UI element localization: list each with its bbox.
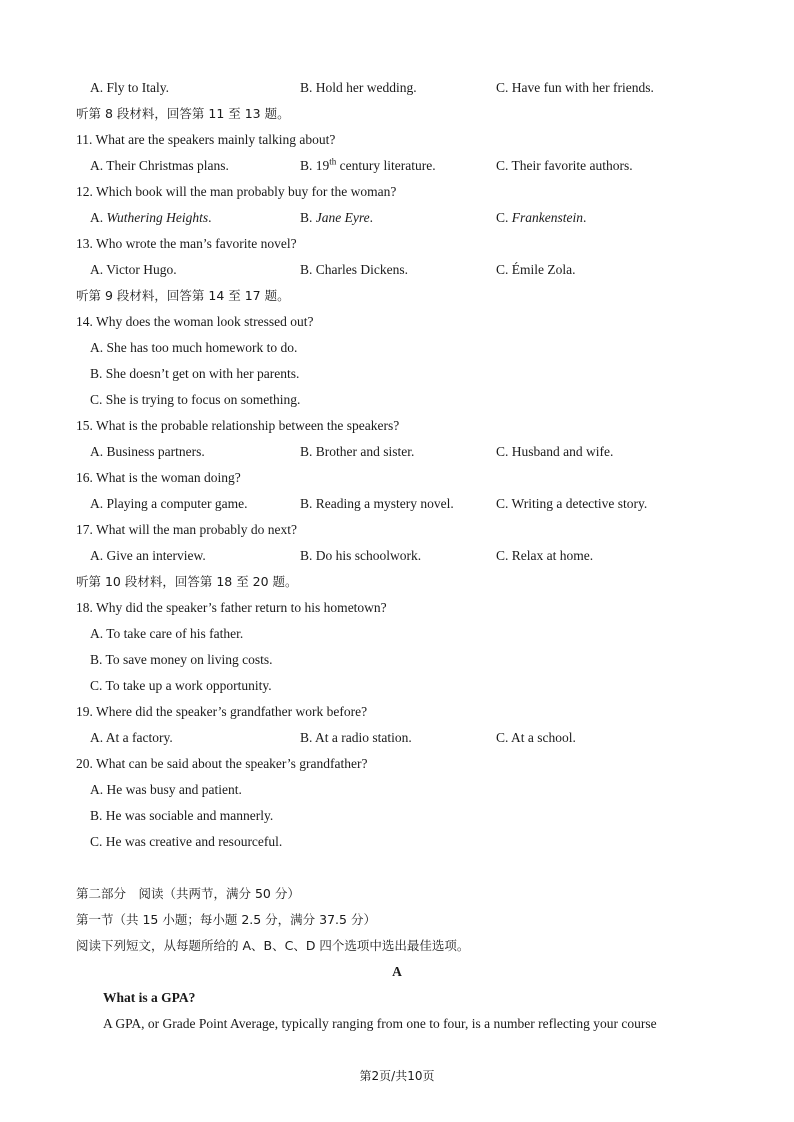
q12-option-b	[300, 208, 373, 228]
question-20: 20. What can be said about the speaker’s grandfather?	[76, 756, 368, 771]
q12-option-c-letter: C.	[496, 210, 512, 225]
q19-options	[90, 728, 730, 748]
q12-option-c-title: Frankenstein	[511, 210, 583, 225]
q12-option-a	[90, 208, 212, 228]
question-11: 11. What are the speakers mainly talking about?	[76, 132, 336, 147]
q18-option-b: B. To save money on living costs.	[90, 652, 273, 667]
q19-option-b: B. At a radio station.	[300, 730, 412, 745]
section-8-instruction: 听第 8 段材料，回答第 11 至 13 题。	[76, 106, 290, 121]
q10-option-b: B. Hold her wedding.	[300, 80, 417, 95]
q15-options	[90, 442, 730, 462]
q20-option-a: A. He was busy and patient.	[90, 782, 242, 797]
q17-options	[90, 546, 730, 566]
part2-section1: 第一节（共 15 小题；每小题 2.5 分，满分 37.5 分）	[76, 912, 376, 927]
q13-options	[90, 260, 730, 280]
q14-option-a: A. She has too much homework to do.	[90, 340, 298, 355]
q10-option-c: C. Have fun with her friends.	[496, 80, 654, 95]
q12-option-a-dot: .	[208, 210, 212, 225]
q11-option-b-post: century literature.	[336, 158, 436, 173]
q12-option-b-title: Jane Eyre	[315, 210, 370, 225]
q20-option-b: B. He was sociable and mannerly.	[90, 808, 274, 823]
section-9-instruction: 听第 9 段材料，回答第 14 至 17 题。	[76, 288, 290, 303]
q12-options	[90, 208, 730, 228]
q15-option-c: C. Husband and wife.	[496, 444, 614, 459]
passage-label: A	[392, 964, 402, 979]
q17-option-b: B. Do his schoolwork.	[300, 548, 422, 563]
question-19: 19. Where did the speaker’s grandfather work before?	[76, 704, 368, 719]
question-13: 13. Who wrote the man’s favorite novel?	[76, 236, 297, 251]
q14-option-c: C. She is trying to focus on something.	[90, 392, 301, 407]
q11-option-b-sup: th	[329, 156, 337, 167]
q12-option-a-title: Wuthering Heights	[106, 210, 209, 225]
section-10-instruction: 听第 10 段材料，回答第 18 至 20 题。	[76, 574, 298, 589]
q11-option-a: A. Their Christmas plans.	[90, 158, 229, 173]
passage-title: What is a GPA?	[103, 990, 196, 1005]
question-14: 14. Why does the woman look stressed out?	[76, 314, 314, 329]
q16-option-b: B. Reading a mystery novel.	[300, 496, 454, 511]
q15-option-a: A. Business partners.	[90, 444, 205, 459]
q17-option-c: C. Relax at home.	[496, 548, 594, 563]
q16-option-a: A. Playing a computer game.	[90, 496, 248, 511]
part2-title: 第二部分 阅读（共两节，满分 50 分）	[76, 886, 300, 901]
q16-options	[90, 494, 730, 514]
q19-option-a: A. At a factory.	[90, 730, 173, 745]
question-15: 15. What is the probable relationship between the speakers?	[76, 418, 400, 433]
question-12: 12. Which book will the man probably buy for the woman?	[76, 184, 397, 199]
q15-option-b: B. Brother and sister.	[300, 444, 415, 459]
q11-options	[90, 156, 730, 176]
passage-text: A GPA, or Grade Point Average, typically ranging from one to four, is a number reflecting your course	[103, 1016, 657, 1031]
q14-option-b: B. She doesn’t get on with her parents.	[90, 366, 300, 381]
q16-option-c: C. Writing a detective story.	[496, 496, 648, 511]
q18-option-c: C. To take up a work opportunity.	[90, 678, 272, 693]
question-18: 18. Why did the speaker’s father return to his hometown?	[76, 600, 387, 615]
q10-options	[90, 78, 730, 98]
question-17: 17. What will the man probably do next?	[76, 522, 297, 537]
q10-option-a: A. Fly to Italy.	[90, 80, 169, 95]
q12-option-c	[496, 208, 586, 228]
q12-option-b-letter: B.	[300, 210, 316, 225]
q12-option-c-dot: .	[583, 210, 587, 225]
q13-option-a: A. Victor Hugo.	[90, 262, 177, 277]
q11-option-b-pre: B. 19	[300, 158, 330, 173]
q11-option-c: C. Their favorite authors.	[496, 158, 633, 173]
q17-option-a: A. Give an interview.	[90, 548, 206, 563]
question-16: 16. What is the woman doing?	[76, 470, 241, 485]
q20-option-c: C. He was creative and resourceful.	[90, 834, 283, 849]
q13-option-b: B. Charles Dickens.	[300, 262, 408, 277]
part2-instruction: 阅读下列短文，从每题所给的 A、B、C、D 四个选项中选出最佳选项。	[76, 938, 470, 953]
q19-option-c: C. At a school.	[496, 730, 576, 745]
q12-option-a-letter: A.	[90, 210, 107, 225]
q13-option-c: C. Émile Zola.	[496, 262, 576, 277]
q18-option-a: A. To take care of his father.	[90, 626, 244, 641]
page-footer: 第2页/共10页	[359, 1069, 435, 1083]
q11-option-b	[300, 156, 436, 176]
q12-option-b-dot: .	[369, 210, 373, 225]
